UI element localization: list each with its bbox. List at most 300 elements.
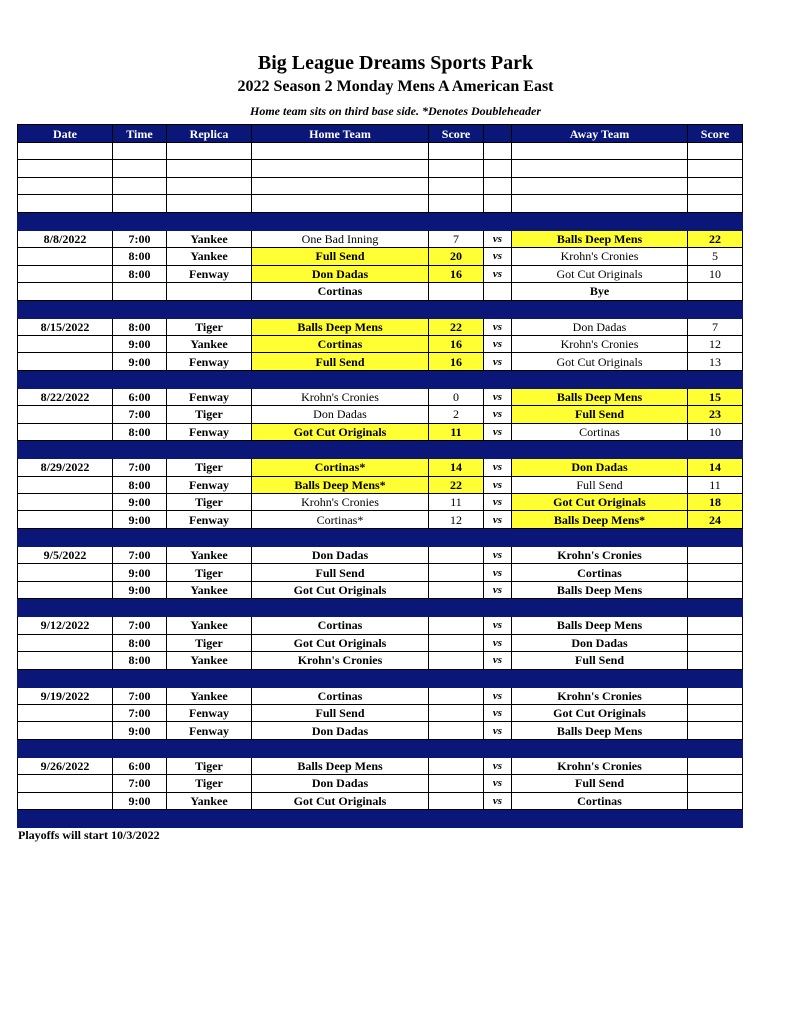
- separator-cell: [167, 370, 252, 388]
- date-cell: 9/26/2022: [18, 757, 113, 774]
- table-row: [18, 423, 743, 440]
- separator-cell: [484, 669, 512, 687]
- field-cell: Fenway: [167, 511, 252, 528]
- col-replica: Replica: [167, 125, 252, 143]
- separator-cell: [429, 528, 484, 546]
- separator-cell: [512, 300, 688, 318]
- away-score-cell: [688, 177, 743, 194]
- home-score-cell: 16: [429, 335, 484, 352]
- away-team-cell: Cortinas: [512, 423, 688, 440]
- time-cell: 7:00: [113, 687, 167, 704]
- table-row: [18, 283, 743, 300]
- vs-cell: vs: [484, 617, 512, 634]
- date-cell: [18, 581, 113, 598]
- schedule-table: [17, 124, 743, 828]
- vs-cell: vs: [484, 634, 512, 651]
- separator-cell: [113, 599, 167, 617]
- separator-cell: [167, 669, 252, 687]
- separator-cell: [167, 810, 252, 828]
- away-score-cell: 24: [688, 511, 743, 528]
- vs-cell: vs: [484, 687, 512, 704]
- separator-cell: [252, 669, 429, 687]
- home-score-cell: 22: [429, 476, 484, 493]
- away-score-cell: [688, 687, 743, 704]
- vs-cell: vs: [484, 511, 512, 528]
- field-cell: Yankee: [167, 230, 252, 247]
- away-team-cell: Full Send: [512, 775, 688, 792]
- field-cell: Tiger: [167, 494, 252, 511]
- vs-cell: vs: [484, 230, 512, 247]
- vs-cell: vs: [484, 704, 512, 721]
- home-score-cell: 7: [429, 230, 484, 247]
- time-cell: 8:00: [113, 634, 167, 651]
- date-cell: [18, 564, 113, 581]
- away-score-cell: 15: [688, 388, 743, 405]
- field-cell: Fenway: [167, 722, 252, 739]
- col-time: Time: [113, 125, 167, 143]
- week-separator: [18, 212, 743, 230]
- separator-cell: [484, 528, 512, 546]
- separator-cell: [484, 370, 512, 388]
- away-team-cell: Got Cut Originals: [512, 353, 688, 370]
- home-team-cell: Cortinas: [252, 617, 429, 634]
- away-team-cell: Balls Deep Mens: [512, 581, 688, 598]
- date-cell: 9/19/2022: [18, 687, 113, 704]
- separator-cell: [252, 441, 429, 459]
- time-cell: 9:00: [113, 722, 167, 739]
- away-score-cell: 10: [688, 265, 743, 282]
- date-cell: [18, 177, 113, 194]
- date-cell: 8/8/2022: [18, 230, 113, 247]
- table-row: [18, 143, 743, 160]
- field-cell: Yankee: [167, 581, 252, 598]
- away-team-cell: Cortinas: [512, 792, 688, 809]
- away-team-cell: Full Send: [512, 406, 688, 423]
- table-row: [18, 546, 743, 563]
- table-row: [18, 177, 743, 194]
- separator-cell: [512, 599, 688, 617]
- time-cell: [113, 143, 167, 160]
- col-away-score: Score: [688, 125, 743, 143]
- separator-cell: [429, 212, 484, 230]
- vs-cell: vs: [484, 722, 512, 739]
- separator-cell: [113, 528, 167, 546]
- date-cell: [18, 423, 113, 440]
- time-cell: 8:00: [113, 265, 167, 282]
- separator-cell: [252, 212, 429, 230]
- away-score-cell: [688, 757, 743, 774]
- home-team-cell: [252, 195, 429, 212]
- away-score-cell: [688, 775, 743, 792]
- table-row: [18, 476, 743, 493]
- home-team-cell: Krohn's Cronies: [252, 652, 429, 669]
- vs-cell: vs: [484, 757, 512, 774]
- field-cell: [167, 160, 252, 177]
- separator-cell: [512, 739, 688, 757]
- away-team-cell: Balls Deep Mens*: [512, 511, 688, 528]
- page-note: Home team sits on third base side. *Denotes Doubleheader: [250, 104, 541, 118]
- date-cell: [18, 195, 113, 212]
- vs-cell: vs: [484, 265, 512, 282]
- separator-cell: [484, 300, 512, 318]
- field-cell: Fenway: [167, 704, 252, 721]
- separator-cell: [484, 212, 512, 230]
- away-team-cell: Bye: [512, 283, 688, 300]
- away-team-cell: [512, 177, 688, 194]
- away-team-cell: Krohn's Cronies: [512, 335, 688, 352]
- separator-cell: [688, 669, 743, 687]
- time-cell: 9:00: [113, 564, 167, 581]
- date-cell: [18, 652, 113, 669]
- home-score-cell: [429, 177, 484, 194]
- field-cell: Yankee: [167, 792, 252, 809]
- home-score-cell: [429, 617, 484, 634]
- separator-cell: [429, 739, 484, 757]
- vs-cell: vs: [484, 335, 512, 352]
- away-team-cell: Balls Deep Mens: [512, 617, 688, 634]
- home-score-cell: 11: [429, 423, 484, 440]
- separator-cell: [252, 739, 429, 757]
- away-team-cell: Krohn's Cronies: [512, 687, 688, 704]
- field-cell: Fenway: [167, 388, 252, 405]
- col-home-team: Home Team: [252, 125, 429, 143]
- table-row: [18, 265, 743, 282]
- separator-cell: [429, 810, 484, 828]
- home-team-cell: Full Send: [252, 704, 429, 721]
- home-score-cell: [429, 757, 484, 774]
- field-cell: [167, 143, 252, 160]
- away-score-cell: 23: [688, 406, 743, 423]
- away-team-cell: Cortinas: [512, 564, 688, 581]
- date-cell: [18, 494, 113, 511]
- date-cell: [18, 792, 113, 809]
- home-team-cell: Got Cut Originals: [252, 423, 429, 440]
- schedule-body: [18, 143, 743, 828]
- separator-cell: [688, 810, 743, 828]
- date-cell: [18, 248, 113, 265]
- away-team-cell: Don Dadas: [512, 459, 688, 476]
- date-cell: [18, 476, 113, 493]
- away-team-cell: Full Send: [512, 476, 688, 493]
- week-separator: [18, 528, 743, 546]
- table-row: [18, 687, 743, 704]
- table-row: [18, 248, 743, 265]
- home-score-cell: 20: [429, 248, 484, 265]
- separator-cell: [512, 810, 688, 828]
- home-team-cell: Full Send: [252, 353, 429, 370]
- vs-cell: vs: [484, 248, 512, 265]
- table-row: [18, 335, 743, 352]
- separator-cell: [167, 528, 252, 546]
- away-team-cell: Krohn's Cronies: [512, 248, 688, 265]
- vs-cell: vs: [484, 564, 512, 581]
- table-row: [18, 353, 743, 370]
- home-score-cell: [429, 634, 484, 651]
- away-team-cell: Full Send: [512, 652, 688, 669]
- vs-cell: vs: [484, 494, 512, 511]
- away-team-cell: Got Cut Originals: [512, 494, 688, 511]
- header-row: [18, 125, 743, 143]
- separator-cell: [113, 669, 167, 687]
- time-cell: 9:00: [113, 353, 167, 370]
- separator-cell: [18, 810, 113, 828]
- page-title: Big League Dreams Sports Park: [257, 52, 534, 74]
- away-team-cell: [512, 143, 688, 160]
- separator-cell: [18, 739, 113, 757]
- separator-cell: [18, 441, 113, 459]
- table-row: [18, 230, 743, 247]
- home-team-cell: Don Dadas: [252, 775, 429, 792]
- field-cell: Tiger: [167, 775, 252, 792]
- time-cell: 6:00: [113, 757, 167, 774]
- date-cell: 8/22/2022: [18, 388, 113, 405]
- home-team-cell: Cortinas: [252, 283, 429, 300]
- away-score-cell: 13: [688, 353, 743, 370]
- vs-cell: vs: [484, 459, 512, 476]
- separator-cell: [252, 370, 429, 388]
- away-team-cell: Krohn's Cronies: [512, 546, 688, 563]
- table-row: [18, 757, 743, 774]
- table-row: [18, 494, 743, 511]
- separator-cell: [429, 370, 484, 388]
- home-score-cell: [429, 160, 484, 177]
- date-cell: 9/12/2022: [18, 617, 113, 634]
- table-row: [18, 160, 743, 177]
- playoffs-note: Playoffs will start 10/3/2022: [18, 828, 160, 842]
- table-row: [18, 511, 743, 528]
- vs-cell: [484, 195, 512, 212]
- date-cell: 9/5/2022: [18, 546, 113, 563]
- home-team-cell: Cortinas: [252, 687, 429, 704]
- field-cell: [167, 195, 252, 212]
- away-team-cell: [512, 160, 688, 177]
- time-cell: 8:00: [113, 423, 167, 440]
- time-cell: 8:00: [113, 652, 167, 669]
- separator-cell: [484, 739, 512, 757]
- away-score-cell: 7: [688, 318, 743, 335]
- home-team-cell: Got Cut Originals: [252, 634, 429, 651]
- away-team-cell: Don Dadas: [512, 318, 688, 335]
- vs-cell: vs: [484, 318, 512, 335]
- home-score-cell: [429, 687, 484, 704]
- time-cell: 9:00: [113, 494, 167, 511]
- home-team-cell: Balls Deep Mens: [252, 757, 429, 774]
- separator-cell: [688, 441, 743, 459]
- separator-cell: [688, 599, 743, 617]
- home-score-cell: [429, 195, 484, 212]
- col-away-team: Away Team: [512, 125, 688, 143]
- home-team-cell: Krohn's Cronies: [252, 494, 429, 511]
- vs-cell: vs: [484, 581, 512, 598]
- home-score-cell: 2: [429, 406, 484, 423]
- table-row: [18, 195, 743, 212]
- page-subtitle: 2022 Season 2 Monday Mens A American East: [237, 78, 554, 95]
- home-score-cell: 16: [429, 353, 484, 370]
- separator-cell: [18, 300, 113, 318]
- field-cell: Yankee: [167, 617, 252, 634]
- time-cell: 6:00: [113, 388, 167, 405]
- away-score-cell: [688, 564, 743, 581]
- home-score-cell: [429, 283, 484, 300]
- separator-cell: [484, 810, 512, 828]
- away-score-cell: [688, 195, 743, 212]
- separator-cell: [18, 212, 113, 230]
- home-score-cell: [429, 564, 484, 581]
- away-score-cell: 10: [688, 423, 743, 440]
- separator-cell: [18, 528, 113, 546]
- time-cell: 9:00: [113, 581, 167, 598]
- time-cell: [113, 195, 167, 212]
- home-team-cell: [252, 143, 429, 160]
- away-team-cell: Krohn's Cronies: [512, 757, 688, 774]
- separator-cell: [252, 528, 429, 546]
- vs-cell: [484, 283, 512, 300]
- time-cell: [113, 160, 167, 177]
- field-cell: [167, 177, 252, 194]
- time-cell: 8:00: [113, 318, 167, 335]
- away-score-cell: 5: [688, 248, 743, 265]
- home-score-cell: [429, 652, 484, 669]
- date-cell: [18, 265, 113, 282]
- table-row: [18, 617, 743, 634]
- field-cell: Fenway: [167, 265, 252, 282]
- date-cell: [18, 722, 113, 739]
- vs-cell: vs: [484, 775, 512, 792]
- week-separator: [18, 300, 743, 318]
- away-score-cell: [688, 283, 743, 300]
- time-cell: 8:00: [113, 248, 167, 265]
- vs-cell: [484, 177, 512, 194]
- away-score-cell: [688, 581, 743, 598]
- home-score-cell: 22: [429, 318, 484, 335]
- home-team-cell: [252, 177, 429, 194]
- home-score-cell: [429, 775, 484, 792]
- separator-cell: [429, 669, 484, 687]
- home-team-cell: Got Cut Originals: [252, 581, 429, 598]
- separator-cell: [113, 212, 167, 230]
- separator-cell: [113, 739, 167, 757]
- home-team-cell: Don Dadas: [252, 546, 429, 563]
- home-score-cell: [429, 546, 484, 563]
- date-cell: [18, 511, 113, 528]
- away-score-cell: [688, 722, 743, 739]
- home-team-cell: Don Dadas: [252, 406, 429, 423]
- separator-cell: [512, 528, 688, 546]
- separator-cell: [113, 300, 167, 318]
- col-home-score: Score: [429, 125, 484, 143]
- home-team-cell: [252, 160, 429, 177]
- away-team-cell: Balls Deep Mens: [512, 230, 688, 247]
- separator-cell: [484, 599, 512, 617]
- away-team-cell: Don Dadas: [512, 634, 688, 651]
- time-cell: [113, 283, 167, 300]
- field-cell: Fenway: [167, 476, 252, 493]
- time-cell: [113, 177, 167, 194]
- field-cell: Yankee: [167, 335, 252, 352]
- away-team-cell: Balls Deep Mens: [512, 722, 688, 739]
- field-cell: Fenway: [167, 353, 252, 370]
- table-row: [18, 634, 743, 651]
- separator-cell: [167, 441, 252, 459]
- col-date: Date: [18, 125, 113, 143]
- away-score-cell: 14: [688, 459, 743, 476]
- time-cell: 9:00: [113, 511, 167, 528]
- away-team-cell: Got Cut Originals: [512, 265, 688, 282]
- separator-cell: [18, 370, 113, 388]
- field-cell: Tiger: [167, 757, 252, 774]
- home-team-cell: Cortinas*: [252, 511, 429, 528]
- time-cell: 7:00: [113, 617, 167, 634]
- away-score-cell: 12: [688, 335, 743, 352]
- separator-cell: [167, 212, 252, 230]
- date-cell: [18, 704, 113, 721]
- home-score-cell: [429, 722, 484, 739]
- home-score-cell: 12: [429, 511, 484, 528]
- separator-cell: [429, 300, 484, 318]
- table-row: [18, 652, 743, 669]
- home-team-cell: Got Cut Originals: [252, 792, 429, 809]
- separator-cell: [252, 810, 429, 828]
- vs-cell: vs: [484, 476, 512, 493]
- separator-cell: [512, 441, 688, 459]
- away-score-cell: 22: [688, 230, 743, 247]
- table-row: [18, 722, 743, 739]
- vs-cell: vs: [484, 353, 512, 370]
- week-separator: [18, 599, 743, 617]
- field-cell: Yankee: [167, 248, 252, 265]
- away-score-cell: 18: [688, 494, 743, 511]
- week-separator: [18, 810, 743, 828]
- separator-cell: [484, 441, 512, 459]
- table-row: [18, 775, 743, 792]
- home-team-cell: Don Dadas: [252, 722, 429, 739]
- time-cell: 7:00: [113, 775, 167, 792]
- table-row: [18, 704, 743, 721]
- home-score-cell: [429, 581, 484, 598]
- vs-cell: [484, 160, 512, 177]
- home-team-cell: Balls Deep Mens: [252, 318, 429, 335]
- away-score-cell: [688, 704, 743, 721]
- home-score-cell: [429, 704, 484, 721]
- home-team-cell: Balls Deep Mens*: [252, 476, 429, 493]
- vs-cell: vs: [484, 423, 512, 440]
- away-team-cell: Got Cut Originals: [512, 704, 688, 721]
- separator-cell: [429, 441, 484, 459]
- field-cell: Yankee: [167, 687, 252, 704]
- separator-cell: [18, 599, 113, 617]
- separator-cell: [113, 441, 167, 459]
- vs-cell: vs: [484, 406, 512, 423]
- week-separator: [18, 441, 743, 459]
- date-cell: 8/29/2022: [18, 459, 113, 476]
- home-team-cell: Krohn's Cronies: [252, 388, 429, 405]
- separator-cell: [167, 739, 252, 757]
- home-team-cell: Cortinas: [252, 335, 429, 352]
- time-cell: 7:00: [113, 406, 167, 423]
- separator-cell: [688, 212, 743, 230]
- home-score-cell: [429, 792, 484, 809]
- away-score-cell: [688, 160, 743, 177]
- week-separator: [18, 739, 743, 757]
- separator-cell: [512, 370, 688, 388]
- vs-cell: vs: [484, 546, 512, 563]
- separator-cell: [167, 599, 252, 617]
- table-row: [18, 459, 743, 476]
- away-score-cell: [688, 634, 743, 651]
- table-row: [18, 318, 743, 335]
- field-cell: Tiger: [167, 634, 252, 651]
- time-cell: 7:00: [113, 459, 167, 476]
